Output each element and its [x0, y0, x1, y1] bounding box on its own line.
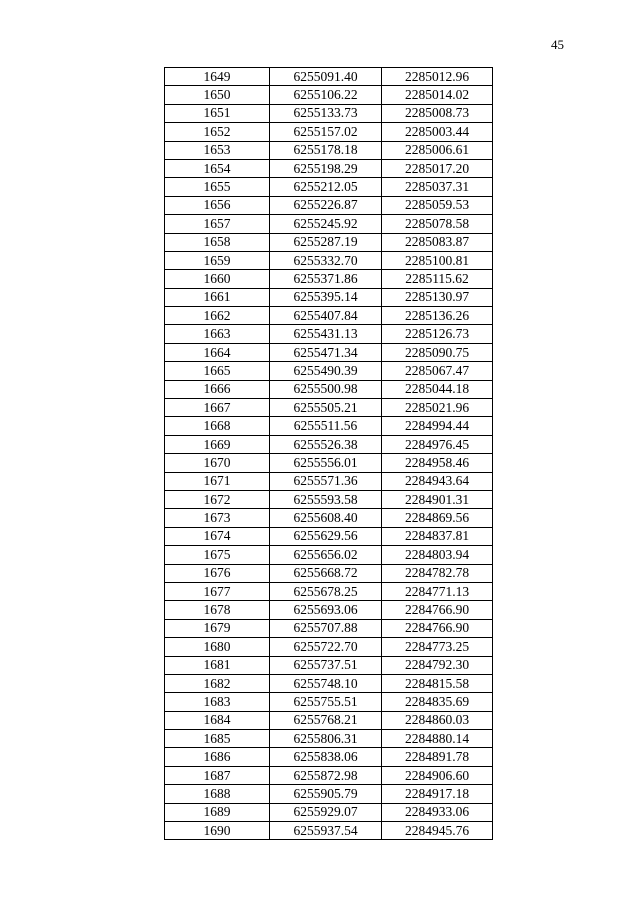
y-coordinate-cell: 2285130.97 — [382, 288, 493, 306]
x-coordinate-cell: 6255091.40 — [270, 68, 382, 86]
point-number-cell: 1670 — [165, 454, 270, 472]
y-coordinate-cell: 2285037.31 — [382, 178, 493, 196]
y-coordinate-cell: 2285008.73 — [382, 104, 493, 122]
table-row — [165, 638, 493, 656]
table-row — [165, 233, 493, 251]
point-number-cell: 1675 — [165, 546, 270, 564]
table-row — [165, 766, 493, 784]
y-coordinate-cell: 2285059.53 — [382, 196, 493, 214]
point-number-cell: 1649 — [165, 68, 270, 86]
x-coordinate-cell: 6255500.98 — [270, 380, 382, 398]
point-number-cell: 1653 — [165, 141, 270, 159]
table-row — [165, 619, 493, 637]
point-number-cell: 1690 — [165, 822, 270, 840]
point-number-cell: 1662 — [165, 307, 270, 325]
table-row — [165, 362, 493, 380]
y-coordinate-cell: 2284933.06 — [382, 803, 493, 821]
y-coordinate-cell: 2285083.87 — [382, 233, 493, 251]
y-coordinate-cell: 2285078.58 — [382, 215, 493, 233]
y-coordinate-cell: 2284880.14 — [382, 730, 493, 748]
point-number-cell: 1659 — [165, 251, 270, 269]
table-row — [165, 785, 493, 803]
y-coordinate-cell: 2285012.96 — [382, 68, 493, 86]
point-number-cell: 1674 — [165, 527, 270, 545]
point-number-cell: 1660 — [165, 270, 270, 288]
table-row — [165, 251, 493, 269]
x-coordinate-cell: 6255656.02 — [270, 546, 382, 564]
point-number-cell: 1681 — [165, 656, 270, 674]
point-number-cell: 1688 — [165, 785, 270, 803]
table-row — [165, 178, 493, 196]
y-coordinate-cell: 2284945.76 — [382, 822, 493, 840]
x-coordinate-cell: 6255395.14 — [270, 288, 382, 306]
y-coordinate-cell: 2284766.90 — [382, 601, 493, 619]
point-number-cell: 1665 — [165, 362, 270, 380]
table-row — [165, 159, 493, 177]
table-row — [165, 435, 493, 453]
y-coordinate-cell: 2285006.61 — [382, 141, 493, 159]
point-number-cell: 1682 — [165, 674, 270, 692]
table-row — [165, 141, 493, 159]
point-number-cell: 1677 — [165, 582, 270, 600]
table-row — [165, 215, 493, 233]
y-coordinate-cell: 2284803.94 — [382, 546, 493, 564]
y-coordinate-cell: 2284917.18 — [382, 785, 493, 803]
y-coordinate-cell: 2285136.26 — [382, 307, 493, 325]
y-coordinate-cell: 2284869.56 — [382, 509, 493, 527]
table-row — [165, 822, 493, 840]
table-row — [165, 527, 493, 545]
point-number-cell: 1658 — [165, 233, 270, 251]
x-coordinate-cell: 6255693.06 — [270, 601, 382, 619]
page-number: 45 — [551, 37, 564, 52]
table-row — [165, 325, 493, 343]
x-coordinate-cell: 6255937.54 — [270, 822, 382, 840]
x-coordinate-cell: 6255332.70 — [270, 251, 382, 269]
x-coordinate-cell: 6255748.10 — [270, 674, 382, 692]
x-coordinate-cell: 6255571.36 — [270, 472, 382, 490]
point-number-cell: 1686 — [165, 748, 270, 766]
point-number-cell: 1654 — [165, 159, 270, 177]
x-coordinate-cell: 6255226.87 — [270, 196, 382, 214]
x-coordinate-cell: 6255407.84 — [270, 307, 382, 325]
x-coordinate-cell: 6255133.73 — [270, 104, 382, 122]
point-number-cell: 1664 — [165, 343, 270, 361]
x-coordinate-cell: 6255838.06 — [270, 748, 382, 766]
point-number-cell: 1687 — [165, 766, 270, 784]
point-number-cell: 1656 — [165, 196, 270, 214]
x-coordinate-cell: 6255505.21 — [270, 399, 382, 417]
y-coordinate-cell: 2285090.75 — [382, 343, 493, 361]
point-number-cell: 1678 — [165, 601, 270, 619]
y-coordinate-cell: 2284943.64 — [382, 472, 493, 490]
table-row — [165, 399, 493, 417]
y-coordinate-cell: 2284835.69 — [382, 693, 493, 711]
y-coordinate-cell: 2284837.81 — [382, 527, 493, 545]
table-row — [165, 711, 493, 729]
x-coordinate-cell: 6255707.88 — [270, 619, 382, 637]
point-number-cell: 1689 — [165, 803, 270, 821]
x-coordinate-cell: 6255178.18 — [270, 141, 382, 159]
x-coordinate-cell: 6255106.22 — [270, 86, 382, 104]
table-row — [165, 417, 493, 435]
y-coordinate-cell: 2285067.47 — [382, 362, 493, 380]
x-coordinate-cell: 6255872.98 — [270, 766, 382, 784]
y-coordinate-cell: 2284901.31 — [382, 490, 493, 508]
point-number-cell: 1672 — [165, 490, 270, 508]
x-coordinate-cell: 6255737.51 — [270, 656, 382, 674]
point-number-cell: 1684 — [165, 711, 270, 729]
x-coordinate-cell: 6255755.51 — [270, 693, 382, 711]
table-row — [165, 454, 493, 472]
table-row — [165, 123, 493, 141]
y-coordinate-cell: 2284815.58 — [382, 674, 493, 692]
y-coordinate-cell: 2285017.20 — [382, 159, 493, 177]
table-row — [165, 104, 493, 122]
x-coordinate-cell: 6255431.13 — [270, 325, 382, 343]
point-number-cell: 1679 — [165, 619, 270, 637]
y-coordinate-cell: 2285044.18 — [382, 380, 493, 398]
y-coordinate-cell: 2285003.44 — [382, 123, 493, 141]
table-row — [165, 68, 493, 86]
y-coordinate-cell: 2285126.73 — [382, 325, 493, 343]
x-coordinate-cell: 6255668.72 — [270, 564, 382, 582]
point-number-cell: 1668 — [165, 417, 270, 435]
table-row — [165, 601, 493, 619]
table-row — [165, 472, 493, 490]
y-coordinate-cell: 2285014.02 — [382, 86, 493, 104]
y-coordinate-cell: 2285100.81 — [382, 251, 493, 269]
point-number-cell: 1666 — [165, 380, 270, 398]
coordinates-table — [164, 67, 493, 840]
y-coordinate-cell: 2284891.78 — [382, 748, 493, 766]
y-coordinate-cell: 2284771.13 — [382, 582, 493, 600]
x-coordinate-cell: 6255593.58 — [270, 490, 382, 508]
y-coordinate-cell: 2284773.25 — [382, 638, 493, 656]
point-number-cell: 1651 — [165, 104, 270, 122]
x-coordinate-cell: 6255511.56 — [270, 417, 382, 435]
point-number-cell: 1685 — [165, 730, 270, 748]
table-row — [165, 564, 493, 582]
table-row — [165, 509, 493, 527]
point-number-cell: 1673 — [165, 509, 270, 527]
table-row — [165, 270, 493, 288]
y-coordinate-cell: 2285021.96 — [382, 399, 493, 417]
x-coordinate-cell: 6255526.38 — [270, 435, 382, 453]
x-coordinate-cell: 6255629.56 — [270, 527, 382, 545]
point-number-cell: 1655 — [165, 178, 270, 196]
x-coordinate-cell: 6255157.02 — [270, 123, 382, 141]
y-coordinate-cell: 2284766.90 — [382, 619, 493, 637]
table-row — [165, 86, 493, 104]
point-number-cell: 1671 — [165, 472, 270, 490]
table-row — [165, 380, 493, 398]
table-row — [165, 307, 493, 325]
x-coordinate-cell: 6255371.86 — [270, 270, 382, 288]
table-row — [165, 803, 493, 821]
table-row — [165, 748, 493, 766]
y-coordinate-cell: 2284792.30 — [382, 656, 493, 674]
point-number-cell: 1652 — [165, 123, 270, 141]
x-coordinate-cell: 6255556.01 — [270, 454, 382, 472]
x-coordinate-cell: 6255287.19 — [270, 233, 382, 251]
y-coordinate-cell: 2284860.03 — [382, 711, 493, 729]
x-coordinate-cell: 6255768.21 — [270, 711, 382, 729]
x-coordinate-cell: 6255608.40 — [270, 509, 382, 527]
y-coordinate-cell: 2284906.60 — [382, 766, 493, 784]
point-number-cell: 1680 — [165, 638, 270, 656]
x-coordinate-cell: 6255198.29 — [270, 159, 382, 177]
table-row — [165, 343, 493, 361]
x-coordinate-cell: 6255471.34 — [270, 343, 382, 361]
point-number-cell: 1667 — [165, 399, 270, 417]
table-row — [165, 582, 493, 600]
point-number-cell: 1683 — [165, 693, 270, 711]
y-coordinate-cell: 2285115.62 — [382, 270, 493, 288]
x-coordinate-cell: 6255490.39 — [270, 362, 382, 380]
x-coordinate-cell: 6255212.05 — [270, 178, 382, 196]
point-number-cell: 1657 — [165, 215, 270, 233]
point-number-cell: 1676 — [165, 564, 270, 582]
table-row — [165, 288, 493, 306]
table-row — [165, 674, 493, 692]
table-row — [165, 656, 493, 674]
point-number-cell: 1650 — [165, 86, 270, 104]
point-number-cell: 1669 — [165, 435, 270, 453]
y-coordinate-cell: 2284782.78 — [382, 564, 493, 582]
x-coordinate-cell: 6255245.92 — [270, 215, 382, 233]
y-coordinate-cell: 2284994.44 — [382, 417, 493, 435]
point-number-cell: 1661 — [165, 288, 270, 306]
x-coordinate-cell: 6255806.31 — [270, 730, 382, 748]
table-row — [165, 490, 493, 508]
table-row — [165, 546, 493, 564]
table-row — [165, 196, 493, 214]
x-coordinate-cell: 6255905.79 — [270, 785, 382, 803]
x-coordinate-cell: 6255678.25 — [270, 582, 382, 600]
y-coordinate-cell: 2284976.45 — [382, 435, 493, 453]
table-row — [165, 730, 493, 748]
coordinates-table-body — [165, 68, 493, 840]
x-coordinate-cell: 6255722.70 — [270, 638, 382, 656]
x-coordinate-cell: 6255929.07 — [270, 803, 382, 821]
y-coordinate-cell: 2284958.46 — [382, 454, 493, 472]
table-row — [165, 693, 493, 711]
point-number-cell: 1663 — [165, 325, 270, 343]
